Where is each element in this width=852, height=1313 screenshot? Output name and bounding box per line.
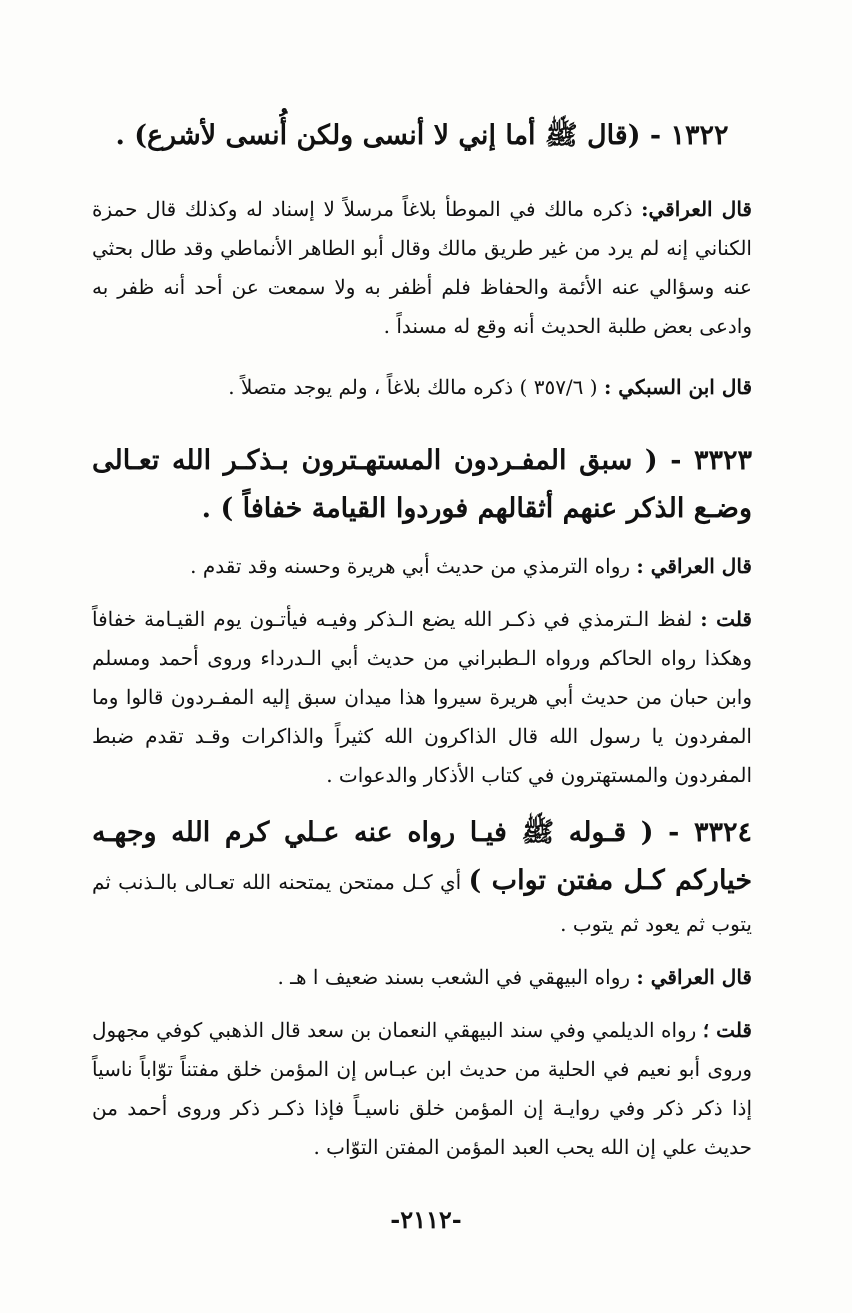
- spacer: [92, 407, 752, 437]
- paragraph-text: لفظ الـترمذي في ذكـر الله يضع الـذكر وفيـه فيأتـون يوم القيـامة خفافاً وهكذا رواه الحاكم ورواه الـطبراني من حديث أبي الـدرداء وروى أحمد ومسلم وابن حبان من حديث أبي هريرة سيروا هذا ميدان سبق إليه المفـردون قالوا وما المفردون يا رسول الله قال الذاكرون الله كثيراً والذاكرات وقـد تقدم ضبط المفردون والمستهترون في كتاب الأذكار والدعوات .: [92, 607, 752, 787]
- spacer: [92, 586, 752, 600]
- entry-3324-author-paragraph: [92, 1011, 752, 1167]
- spacer: [92, 944, 752, 958]
- entry-3323-author-paragraph: [92, 600, 752, 795]
- speaker-label: قال ابن السبكي :: [603, 375, 752, 399]
- page-number: -٢١١٢-: [390, 1205, 462, 1234]
- speaker-label: قلت :: [700, 607, 752, 631]
- speaker-label: قال العراقي :: [636, 554, 752, 578]
- spacer: [92, 533, 752, 547]
- paragraph-text: رواه الترمذي من حديث أبي هريرة وحسنه وقد تقدم .: [190, 554, 631, 578]
- paragraph-text: ذكره مالك في الموطأ بلاغاً مرسلاً لا إسناد له وكذلك قال حمزة الكناني إنه لم يرد من غير طريق مالك وقال أبو الطاهر الأنماطي وقد طال بحثي عنه وسؤالي عنه الأئمة والحفاظ فلم أظفر به ولا سمعت عن أحد أنه ظفر به وادعى بعض طلبة الحديث أنه وقع له مسنداً .: [92, 197, 752, 338]
- speaker-label: قال العراقي:: [641, 197, 752, 221]
- spacer: [92, 160, 752, 190]
- entry-1322-title: ١٣٢٢ - (قال ﷺ أما إني لا أنسى ولكن أُنسى لأشرع) .: [115, 120, 729, 151]
- entry-3324-iraqi-paragraph: [92, 958, 752, 997]
- speaker-label: قال العراقي :: [636, 965, 752, 989]
- entry-3324-title: ٣٣٢٤ - ( قـوله ﷺ فيـا رواه عنه عـلي كرم الله وجهـه خياركم كـل مفتن تواب ): [92, 817, 753, 896]
- speaker-label: قلت ؛: [702, 1018, 752, 1042]
- entry-3323-iraqi-paragraph: [92, 547, 752, 586]
- spacer: [92, 795, 752, 809]
- paragraph-text: ( ٣٥٧/٦ ) ذكره مالك بلاغاً ، ولم يوجد متصلاً .: [228, 375, 598, 399]
- entry-1322-subki-paragraph: [92, 368, 752, 407]
- entry-1322-iraqi-paragraph: [92, 190, 752, 346]
- spacer: [92, 346, 752, 368]
- paragraph-text: رواه الديلمي وفي سند البيهقي النعمان بن سعد قال الذهبي كوفي مجهول وروى أبو نعيم في الحلية من حديث ابن عبـاس إن المؤمن خلق مفتناً توّاباً ناسياً إذا ذكر ذكر وفي روايـة إن المؤمن خلق ناسيـاً فإذا ذكـر ذكر وروى أحمد من حديث علي إن الله يحب العبد المؤمن المفتن التوّاب .: [92, 1018, 752, 1159]
- entry-3323-title: ٣٣٢٣ - ( سبق المفـردون المستهـترون بـذكـر الله تعـالى وضـع الذكر عنهم أثقالهم فوردوا القيامة خفافاً ) .: [92, 445, 752, 524]
- paragraph-text: رواه البيهقي في الشعب بسند ضعيف ا هـ .: [277, 965, 631, 989]
- spacer: [92, 997, 752, 1011]
- entry-3324-heading: [92, 809, 752, 944]
- entry-3324-gloss: أي كـل ممتحن يمتحنه الله تعـالى بالـذنب ثم يتوب ثم يعود ثم يتوب .: [92, 870, 752, 936]
